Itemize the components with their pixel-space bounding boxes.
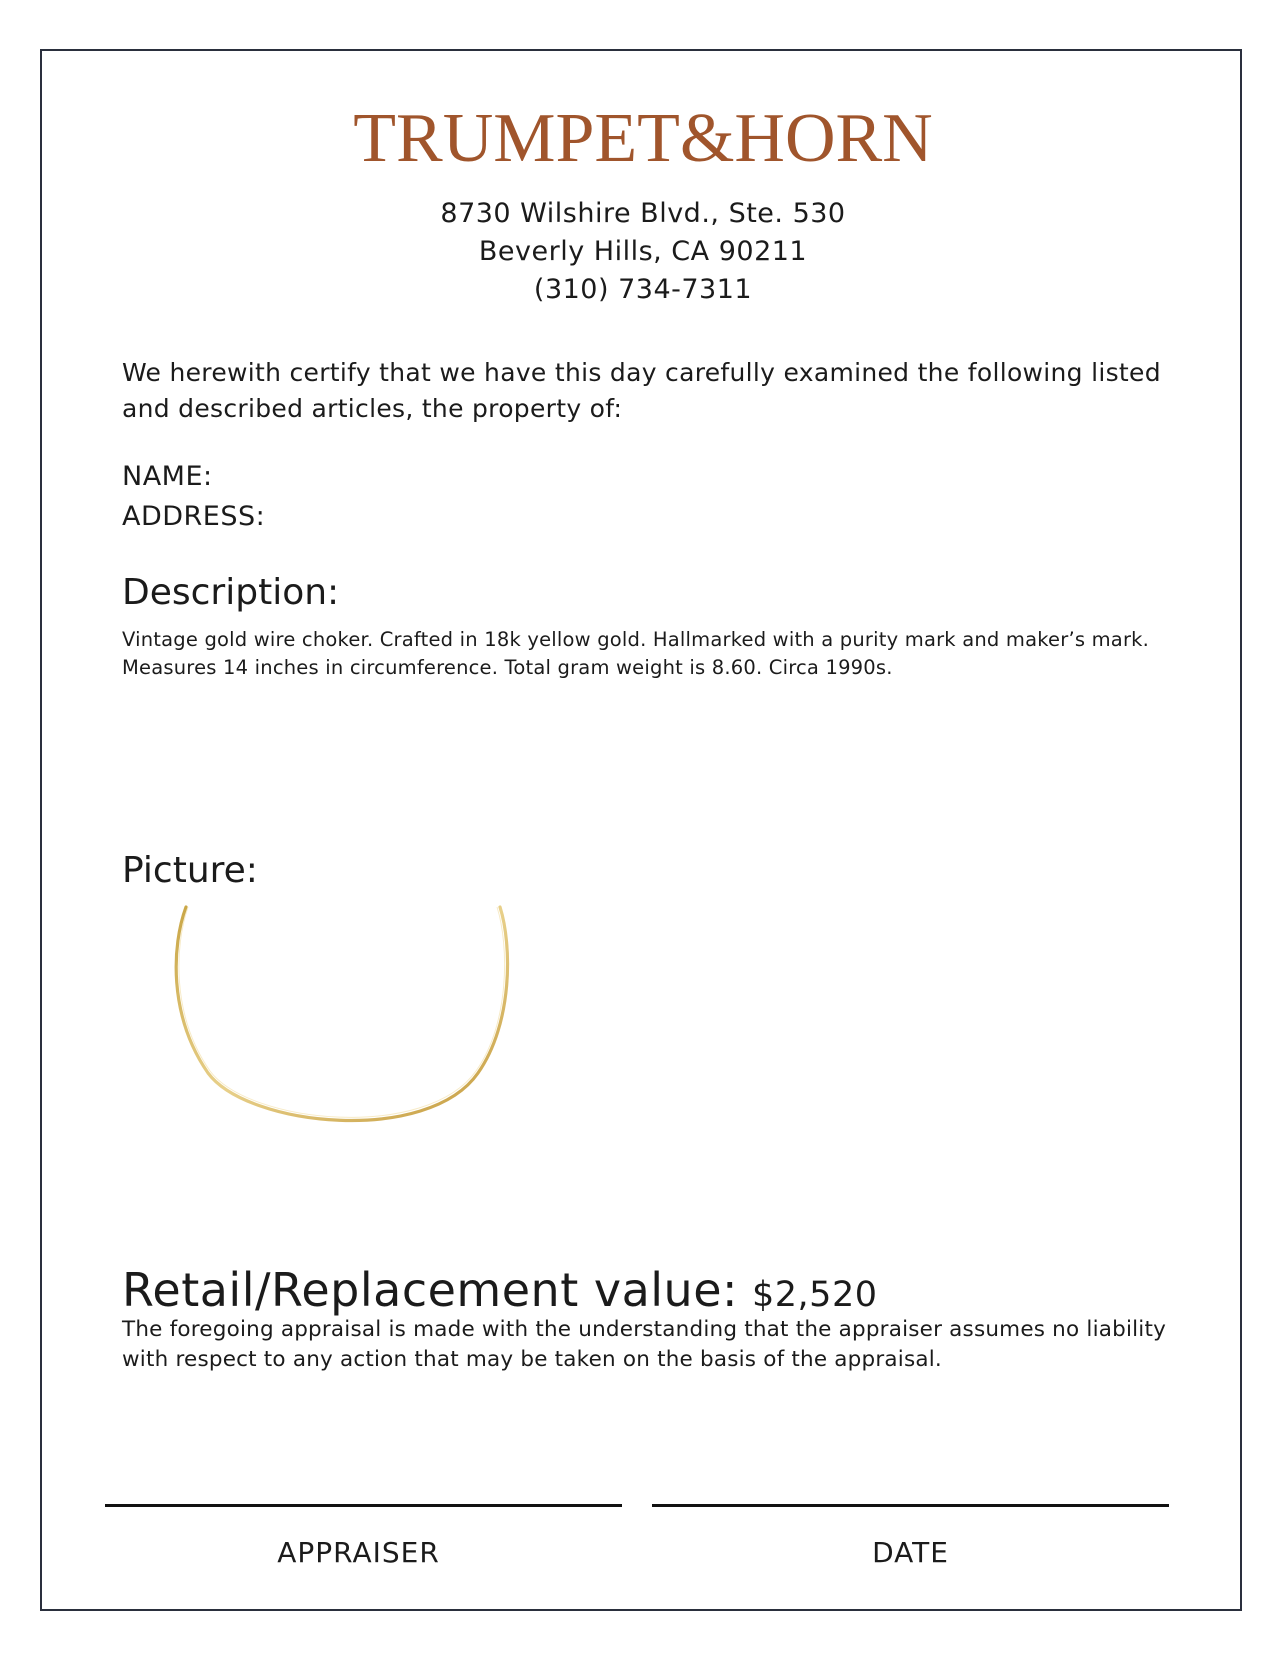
date-signature-line <box>652 1504 1169 1507</box>
appraiser-signature-line <box>105 1504 622 1507</box>
address-line-1: 8730 Wilshire Blvd., Ste. 530 <box>440 198 846 229</box>
gold-choker-image <box>168 905 524 1145</box>
owner-name-label: NAME: <box>122 461 213 492</box>
company-logo: TRUMPET&HORN <box>353 100 933 177</box>
phone-number: (310) 734-7311 <box>533 274 753 305</box>
valuation-amount: $2,520 <box>752 1275 878 1315</box>
description-text: Vintage gold wire choker. Crafted in 18k yellow gold. Hallmarked with a purity mark and maker’s mark. Measures 14 inches in circumference. Total gram weight is 8.60. Circa 1990s. <box>122 628 1150 679</box>
date-label: DATE <box>872 1536 949 1569</box>
appraiser-label: APPRAISER <box>277 1536 440 1569</box>
owner-address-label: ADDRESS: <box>122 501 266 532</box>
address-line-2: Beverly Hills, CA 90211 <box>478 236 808 267</box>
choker-photo <box>168 905 524 1145</box>
valuation-line <box>122 1262 877 1323</box>
valuation-label: Retail/Replacement value: <box>122 1263 739 1317</box>
disclaimer-text: The foregoing appraisal is made with the understanding that the appraiser assumes no liability with respect to any action that may be taken on the basis of the appraisal. <box>122 1317 1167 1372</box>
certification-statement: We herewith certify that we have this day carefully examined the following listed and described articles, the property of: <box>122 358 1161 423</box>
description-heading: Description: <box>122 572 340 613</box>
picture-heading: Picture: <box>122 850 258 891</box>
